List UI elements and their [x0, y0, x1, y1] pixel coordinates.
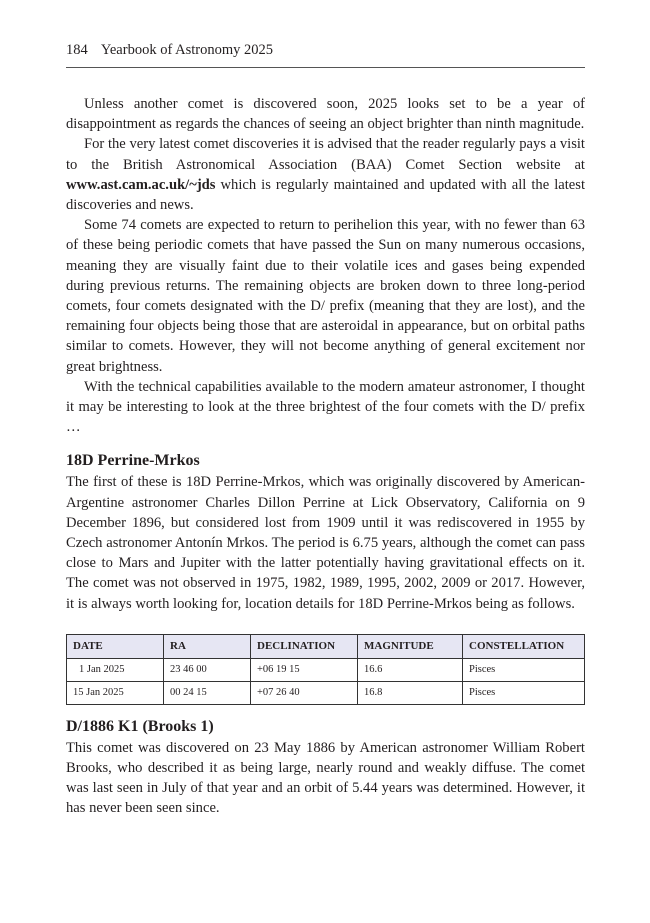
- cell-constellation: Pisces: [463, 658, 585, 681]
- baa-website-link[interactable]: www.ast.cam.ac.uk/~jds: [66, 176, 216, 193]
- section-heading-brooks: D/1886 K1 (Brooks 1): [66, 717, 214, 735]
- cell-date: 15 Jan 2025: [67, 681, 164, 704]
- cell-declination: +07 26 40: [251, 681, 358, 704]
- column-header-constellation: CONSTELLATION: [463, 634, 585, 658]
- intro-paragraph-3: Some 74 comets are expected to return to perihelion this year, with no fewer than 63 of these being periodic comets that have passed the Sun on many numerous occasions, meaning they are visually faint due to their volatile ices and gases being expended during previous returns. The remaining objects are broken down to three long-period comets, four comets designated with the D/ prefix (meaning that they are lost), and the remaining four objects being those that are asteroidal in appearance, but on orbital paths similar to comets. However, they will not become anything of general excitement nor great brightness.: [66, 217, 585, 375]
- page-number: 184: [66, 42, 88, 58]
- intro-paragraph-1: Unless another comet is discovered soon, 2025 looks set to be a year of disappointment as regards the chances of seeing an object brighter than ninth magnitude.: [66, 96, 585, 133]
- column-header-magnitude: MAGNITUDE: [358, 634, 463, 658]
- cell-date: 1 Jan 2025: [67, 658, 164, 681]
- page-body: [66, 94, 585, 819]
- intro-paragraph-2-text-before: For the very latest comet discoveries it is advised that the reader regularly pays a visit to the British Astronomical Association (BAA) Comet Section website at: [66, 136, 585, 173]
- section-heading-18d: 18D Perrine-Mrkos: [66, 452, 200, 470]
- running-head: [66, 40, 585, 60]
- table-header-row: [67, 634, 585, 658]
- column-header-date: DATE: [67, 634, 164, 658]
- header-rule: [66, 67, 585, 68]
- cell-constellation: Pisces: [463, 681, 585, 704]
- column-header-declination: DECLINATION: [251, 634, 358, 658]
- section-body-18d: The first of these is 18D Perrine-Mrkos, which was originally discovered by American-Argentine astronomer Charles Dillon Perrine at Lick Observatory, California on 9 December 1896, but considered lost from 1909 until it was rediscovered in 1955 by Czech astronomer Antonín Mrkos. The period is 6.75 years, although the comet can pass close to Mars and Jupiter with the latter potentially having gravitational effects on it. The comet was not observed in 1975, 1982, 1989, 1995, 2002, 2009 or 2017. However, it is always worth looking for, location details for 18D Perrine-Mrkos being as follows.: [66, 474, 585, 612]
- cell-magnitude: 16.6: [358, 658, 463, 681]
- ephemeris-table: [66, 634, 585, 705]
- cell-ra: 23 46 00: [164, 658, 251, 681]
- running-title: Yearbook of Astronomy 2025: [100, 42, 273, 58]
- section-body-brooks: This comet was discovered on 23 May 1886 by American astronomer William Robert Brooks, who described it as being large, nearly round and weakly diffuse. The comet was last seen in July of that year and an orbit of 5.44 years was determined. However, it has never been seen since.: [66, 739, 585, 817]
- cell-declination: +06 19 15: [251, 658, 358, 681]
- cell-ra: 00 24 15: [164, 681, 251, 704]
- table-row: [67, 658, 585, 681]
- intro-paragraph-4: With the technical capabilities available to the modern amateur astronomer, I thought it may be interesting to look at the three brightest of the four comets with the D/ prefix …: [66, 378, 585, 436]
- intro-paragraph-2: [66, 134, 585, 215]
- column-header-ra: RA: [164, 634, 251, 658]
- cell-magnitude: 16.8: [358, 681, 463, 704]
- table-row: [67, 681, 585, 704]
- intro-paragraph-2-text-after: which is regularly maintained and updated with all the latest discoveries and news.: [66, 176, 585, 214]
